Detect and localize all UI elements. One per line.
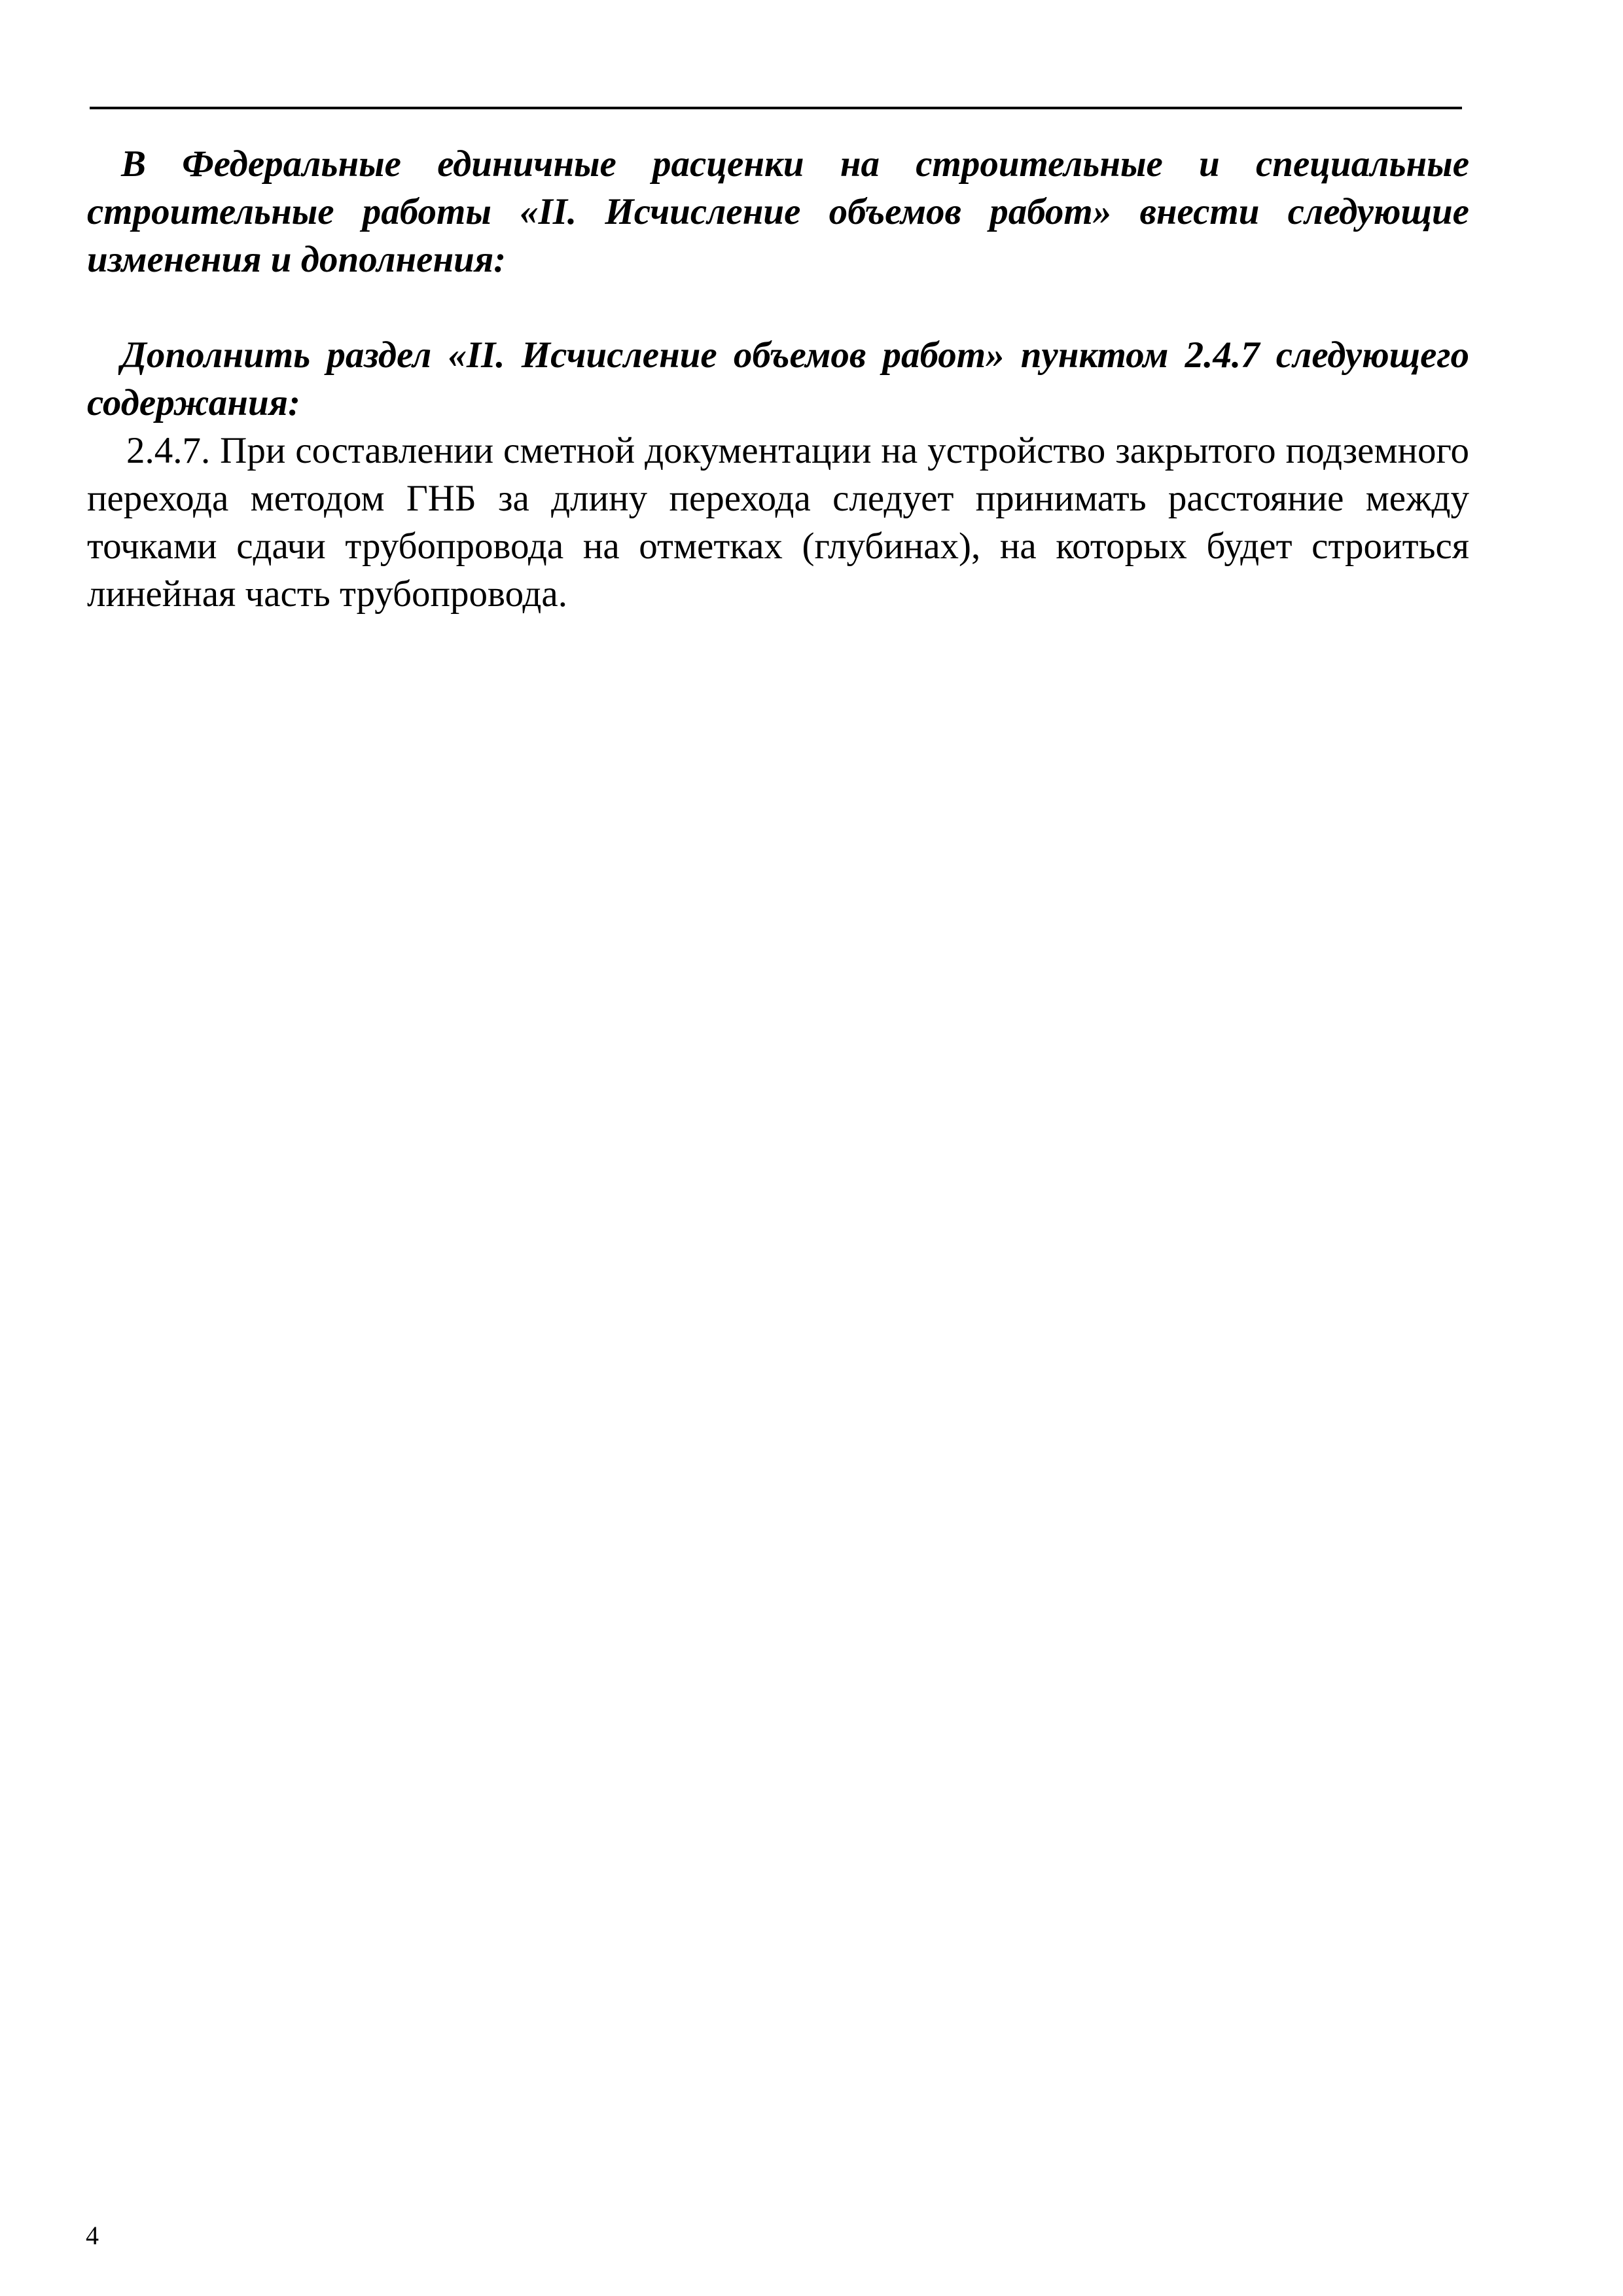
header-rule <box>90 107 1462 109</box>
document-body <box>87 140 1469 618</box>
amendment-heading: Дополнить раздел «II. Исчисление объемов работ» пунктом 2.4.7 следующего содержания: <box>87 334 1469 423</box>
clause-2-4-7-text: 2.4.7. При составлении сметной документации на устройство закрытого подземного перехода методом ГНБ за длину перехода следует принимать расстояние между точками сдачи трубопровода на отметках (глубинах), на которых будет строиться линейная часть трубопровода. <box>87 430 1469 615</box>
page-number: 4 <box>86 2221 99 2250</box>
intro-paragraph: В Федеральные единичные расценки на строительные и специальные строительные работы «II. Исчисление объемов работ» внести следующие изменения и дополнения: <box>87 143 1469 280</box>
